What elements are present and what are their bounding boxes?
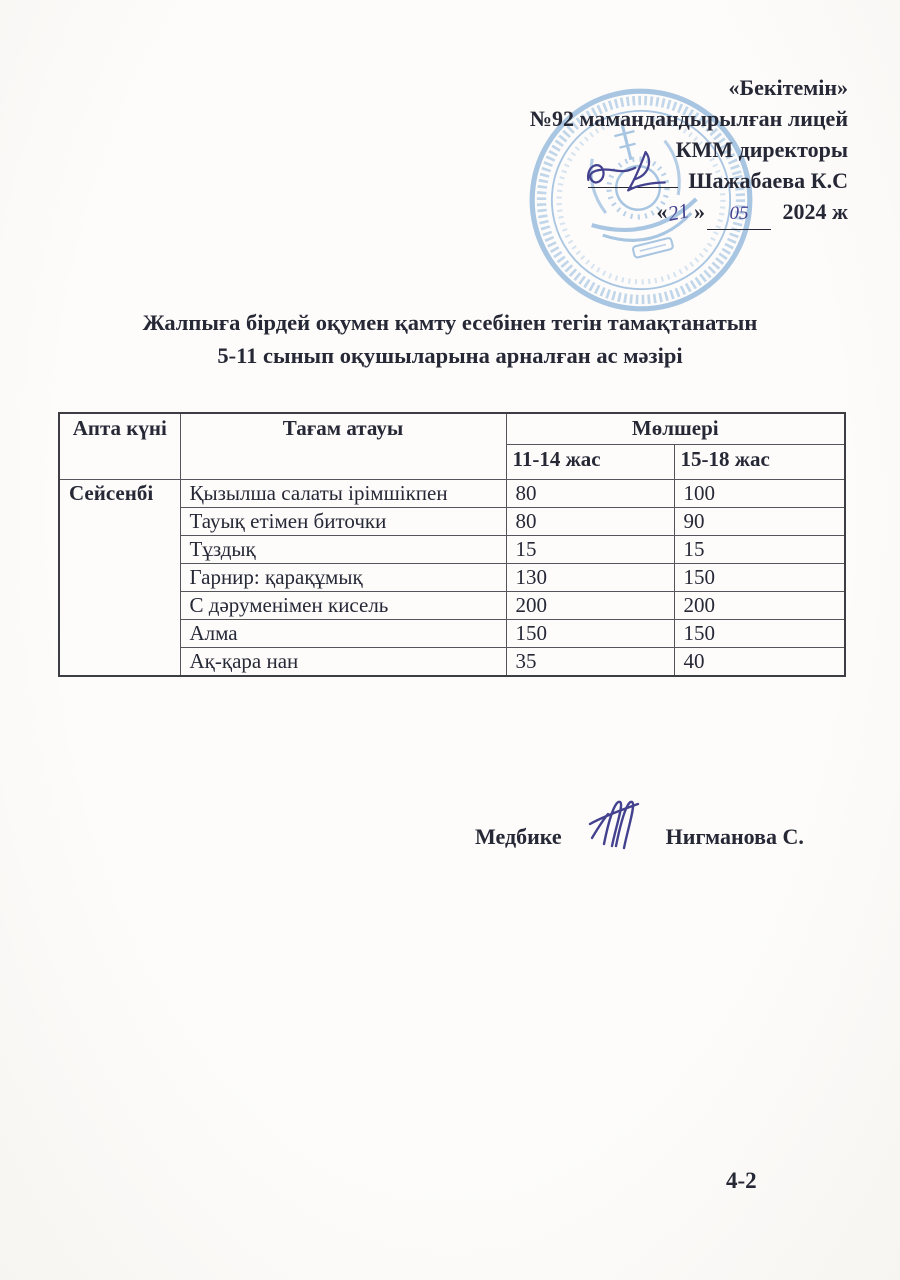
handwritten-month: 05 xyxy=(729,203,749,224)
approval-date-line xyxy=(530,196,848,230)
qty-cell: 150 xyxy=(506,620,674,648)
qty-cell: 130 xyxy=(506,564,674,592)
approval-line-1: «Бекітемін» xyxy=(728,75,848,100)
nurse-signature-line xyxy=(475,792,804,850)
nurse-name: Нигманова С. xyxy=(665,824,804,849)
qty-cell: 80 xyxy=(506,508,674,536)
qty-cell: 15 xyxy=(674,536,845,564)
dish-cell: Қызылша салаты ірімшікпен xyxy=(180,480,506,508)
quote-open: « xyxy=(656,199,668,224)
dish-cell: Ақ-қара нан xyxy=(180,648,506,677)
director-name: Шажабаева К.С xyxy=(688,168,848,193)
dish-cell: Тауық етімен биточки xyxy=(180,508,506,536)
approval-line-3: КММ директоры xyxy=(675,137,848,162)
column-header-age2: 15-18 жас xyxy=(674,445,845,480)
qty-cell: 200 xyxy=(506,592,674,620)
qty-cell: 35 xyxy=(506,648,674,677)
column-header-dish: Тағам атауы xyxy=(180,413,506,480)
handwritten-day: 21 xyxy=(665,198,691,226)
dish-cell: Тұздық xyxy=(180,536,506,564)
title-line-1: Жалпыға бірдей оқумен қамту есебінен тегін тамақтанатын xyxy=(142,310,758,335)
qty-cell: 200 xyxy=(674,592,845,620)
director-signature xyxy=(574,147,686,199)
document-title xyxy=(0,306,900,372)
qty-cell: 15 xyxy=(506,536,674,564)
qty-cell: 80 xyxy=(506,480,674,508)
quote-close: » xyxy=(694,199,706,224)
table-row xyxy=(59,480,845,508)
date-year: 2024 ж xyxy=(782,199,848,224)
approval-block xyxy=(530,72,848,230)
dish-cell: Алма xyxy=(180,620,506,648)
column-header-day: Апта күні xyxy=(59,413,180,480)
dish-cell: С дәруменімен кисель xyxy=(180,592,506,620)
director-signature-line xyxy=(530,165,848,196)
menu-table xyxy=(58,412,846,677)
column-header-portion: Мөлшері xyxy=(506,413,845,445)
approval-line-2: №92 мамандандырылған лицей xyxy=(529,106,848,131)
qty-cell: 100 xyxy=(674,480,845,508)
qty-cell: 150 xyxy=(674,564,845,592)
dish-cell: Гарнир: қарақұмық xyxy=(180,564,506,592)
page-number: 4-2 xyxy=(726,1168,757,1193)
qty-cell: 90 xyxy=(674,508,845,536)
qty-cell: 40 xyxy=(674,648,845,677)
column-header-age1: 11-14 жас xyxy=(506,445,674,480)
qty-cell: 150 xyxy=(674,620,845,648)
day-cell: Сейсенбі xyxy=(59,480,180,677)
month-underline xyxy=(707,196,771,230)
nurse-label: Медбике xyxy=(475,824,562,849)
signature-underline xyxy=(588,187,678,188)
title-line-2: 5-11 сынып оқушыларына арналған ас мәзірі xyxy=(217,343,683,368)
nurse-signature xyxy=(576,792,648,850)
